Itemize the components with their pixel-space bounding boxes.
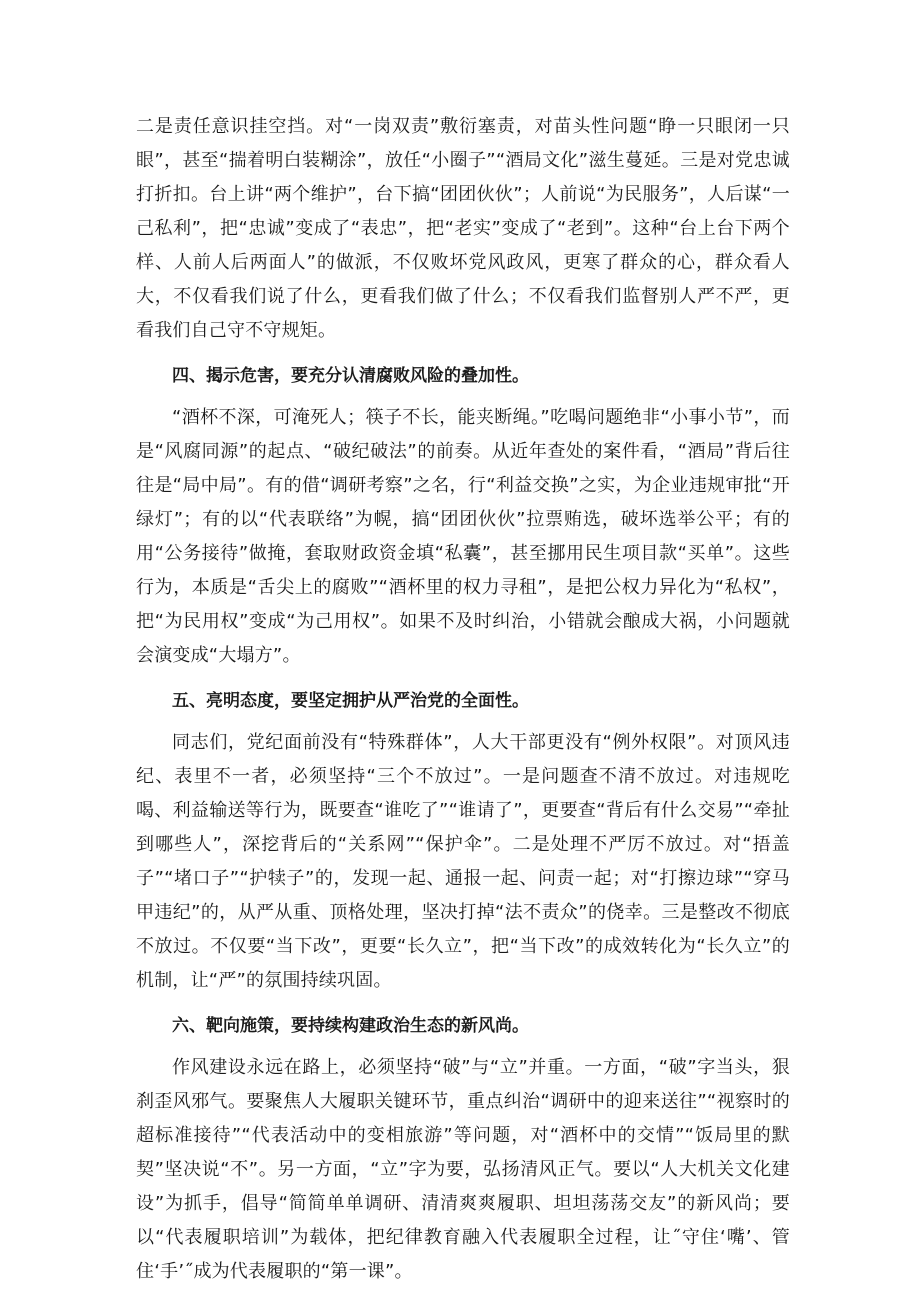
paragraph-section-6: 作风建设永远在路上，必须坚持“破”与“立”并重。一方面，“破”字当头，狠刹歪风邪气。要聚焦人大履职关键环节，重点纠治“调研中的迎来送往”“视察时的超标准接待”“代表活动中的变相旅游”等问题，对“酒杯中的交情”“饭局里的默契”坚决说“不”。另一方面，“立”字为要，弘扬清风正气。要以“人大机关文化建设”为抓手，倡导“简简单单调研、清清爽爽履职、坦坦荡荡交友”的新风尚；要以“代表履职培训”为载体，把纪律教育融入代表履职全过程，让˝守住‘嘴’、管住‘手’˝成为代表履职的“第一课”。 xyxy=(136,1057,790,1282)
paragraph-section-4: “酒杯不深，可淹死人；筷子不长，能夹断绳。”吃喝问题绝非“小事小节”，而是“风腐同源”的起点、“破纪破法”的前奏。从近年查处的案件看，“酒局”背后往往是“局中局”。有的借“调研考察”之名，行“利益交换”之实，为企业违规审批“开绿灯”；有的以“代表联络”为幌，搞“团团伙伙”拉票贿选，破坏选举公平；有的用“公务接待”做掩，套取财政资金填“私囊”，甚至挪用民生项目款“买单”。这些行为，本质是“舌尖上的腐败”“酒杯里的权力寻租”，是把公权力异化为“私权”，把“为民用权”变成“为己用权”。如果不及时纠治，小错就会酿成大祸，小问题就会演变成“大塌方”。 xyxy=(136,407,790,666)
paragraph-intro: 二是责任意识挂空挡。对“一岗双责”敷衍塞责，对苗头性问题“睁一只眼闭一只眼”，甚至“揣着明白装糊涂”，放任“小圈子”“酒局文化”滋生蔓延。三是对党忠诚打折扣。台上讲“两个维护”，台下搞“团团伙伙”；人前说“为民服务”，人后谋“一己私利”，把“忠诚”变成了“表忠”，把“老实”变成了“老到”。这种“台上台下两个样、人前人后两面人”的做派，不仅败坏党风政风，更寒了群众的心，群众看人大，不仅看我们说了什么，更看我们做了什么；不仅看我们监督别人严不严，更看我们自己守不守规矩。 xyxy=(136,116,790,341)
section-heading-6: 六、靶向施策，要持续构建政治生态的新风尚。 xyxy=(172,1016,529,1036)
document-body xyxy=(136,110,790,1289)
paragraph-section-5: 同志们，党纪面前没有“特殊群体”，人大干部更没有“例外权限”。对顶风违纪、表里不一者，必须坚持“三个不放过”。一是问题查不清不放过。对违规吃喝、利益输送等行为，既要查“谁吃了”“谁请了”，更要查“背后有什么交易”“牵扯到哪些人”，深挖背后的“关系网”“保护伞”。二是处理不严厉不放过。对“捂盖子”“堵口子”“护犊子”的，发现一起、通报一起、问责一起；对“打擦边球”“穿马甲违纪”的，从严从重、顶格处理，坚决打掉“法不责众”的侥幸。三是整改不彻底不放过。不仅要“当下改”，更要“长久立”，把“当下改”的成效转化为“长久立”的机制，让“严”的氛围持续巩固。 xyxy=(136,732,790,991)
section-heading-5: 五、亮明态度，要坚定拥护从严治党的全面性。 xyxy=(172,691,529,711)
section-heading-4: 四、揭示危害，要充分认清腐败风险的叠加性。 xyxy=(172,366,529,386)
